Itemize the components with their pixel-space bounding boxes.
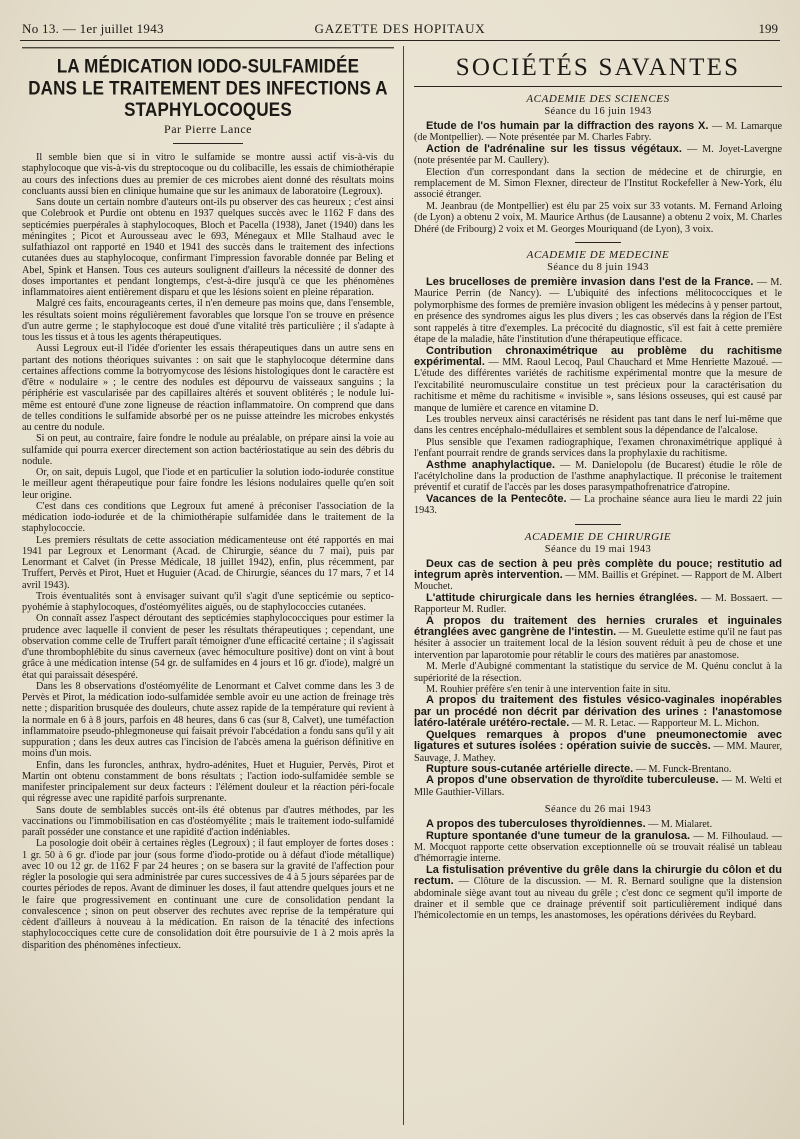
section-separator — [575, 242, 621, 243]
journal-title: GAZETTE DES HOPITAUX — [314, 21, 486, 36]
article-paragraph: Trois éventualités sont à envisager suivant qu'il s'agit d'une septicémie ou septico-pyohémie à staphylocoques, d'ostéomyélites aiguës, ou de staphylococcies cutanées. — [22, 590, 394, 613]
article-author: Par Pierre Lance — [164, 122, 252, 136]
article-paragraph: Les premiers résultats de cette association médicamenteuse ont été rapportés en mai 1941 par Legroux et Lenormant (Acad. de Chirurgie, séance du 7 mai), puis par Lenormant et Calvet (in Presse Médicale, 18 juillet 1942), enfin, plus récemment, par Truffert, Pervès et Pirot, Huet et Huguier (Acad. de Chirurgie, séances du 17 mars, 7 et 14 avril 1943). — [22, 534, 394, 591]
communication-item: A propos des tuberculoses thyroïdiennes. — M. Mialaret. — [426, 818, 713, 831]
author-rule — [173, 143, 243, 144]
communication-item: Plus sensible que l'examen radiographique, l'examen chronaximétrique appliqué à l'enfant pourrait rendre de grands services dans la prophylaxie du rachitisme. — [414, 436, 782, 460]
communication-item: Les troubles nerveux ainsi caractérisés ne résident pas tant dans le nerf lui-même que dans les centres encéphalo-médullaires et semblent sous la dépendance de l'alcalose. — [414, 413, 782, 437]
left-column — [22, 46, 394, 951]
seance-date: Séance du 26 mai 1943 — [544, 804, 652, 816]
article-title-line-2: DANS LE TRAITEMENT DES INFECTIONS A STAPHYLOCOQUES — [28, 77, 388, 121]
article-paragraph: Dans les 8 observations d'ostéomyélite de Lenormant et Calvet comme dans les 3 de Pervès et Pirot, la médication iodo-sulfamidée semble avoir eu une action de freinage très nette ; disparition brusquée des douleurs, chute assez rapide de la température qui revient à la normale en 6 à 8 jours, parfois en 48 heures, dans 6 cas (sur 8, Calvet), une tuméfaction inflammatoire pseudo-phlegmoneuse qui faisait prévoir l'abcédation a fondu sans qu'il y ait suppuration ; dans les deux autres cas l'incision de l'abcès amena la guérison définitive en moins d'un mois. — [22, 680, 394, 760]
communication-item: M. Merle d'Aubigné commentant la statistique du service de M. Quénu conclut à la supériorité de la résection. — [414, 661, 782, 684]
communication-item: Rupture spontanée d'une tumeur de la granulosa. — M. Filhoulaud. — M. Mocquot rapporte cette observation exceptionnelle où se trouvait réalisé un tableau d'hémorragie interne. — [414, 829, 782, 865]
academy-name: ACADEMIE DES SCIENCES — [526, 93, 670, 105]
article-paragraph: C'est dans ces conditions que Legroux fut amené à préconiser l'association de la médication iodo-iodurée et de la chimiothérapie sulfamidée dans le traitement de la staphylococcie. — [22, 500, 394, 535]
column-divider — [403, 46, 404, 1125]
academie-medecine-section — [414, 249, 782, 517]
article-paragraph: Aussi Legroux eut-il l'idée d'orienter les essais thérapeutiques dans un autre sens en partant des notions théoriques suivantes : on sait que le staphylocoque détermine dans certaines affections comme la botryomycose des lésions histologiques dont le caractère est d'être « nodulaire » ; le centre des nodules est dépourvu de vaisseaux sanguins ; la périphérie est vascularisée par des capillaires altérés et souvent oblitérés ; le nodule lui-même est entouré d'une zone ligneuse de réaction inflammatoire. On comprend que dans de telles conditions le sulfamide absorbé per os ne puisse atteindre les microbes enkystés au centre du nodule. — [22, 343, 394, 433]
article-paragraph: Sans doute de semblables succès ont-ils été obtenus par d'autres méthodes, par les vaccinations ou l'immobilisation en cas d'ostéomyélite ; mais le traitement iodo-sulfamidé paraît posséder une constance et une rapidité d'action indéniables. — [22, 804, 394, 838]
communication-item: Etude de l'os humain par la diffraction des rayons X. — M. Lamarque (de Montpellier). — Note présentée par M. Charles Fabry. — [414, 120, 782, 144]
seance-date: Séance du 8 juin 1943 — [547, 262, 649, 274]
academy-name: ACADEMIE DE CHIRURGIE — [524, 530, 672, 543]
right-column — [414, 46, 782, 922]
communication-item: M. Rouhier préfère s'en tenir à une intervention faite in situ. — [426, 684, 671, 696]
societes-heading: SOCIÉTÉS SAVANTES — [414, 54, 782, 87]
article-paragraph: Enfin, dans les furoncles, anthrax, hydro-adénites, Huet et Huguier, Pervès, Pirot et Martin ont obtenu constamment de bons résultats ; l'action iodo-sulfamidée semble se manifester principalement sur deux facteurs : l'élément douleur et la réaction péri-focale qui régresse avec une rapidité parfois surprenante. — [22, 759, 394, 805]
article-paragraph: Or, on sait, depuis Lugol, que l'iode et en particulier la solution iodo-iodurée constitue le meilleur agent thérapeutique pour faire fondre les lésions nodulaires quelle qu'en soit leur origine. — [22, 467, 394, 501]
article-paragraph: Il semble bien que si in vitro le sulfamide se montre aussi actif vis-à-vis du staphylocoque que vis-à-vis du streptocoque ou du colibacille, les essais de chimiothérapie au cours des infections dues au premier de ces microbes aient donné des résultats moins concluants aussi bien en clinique humaine que sur les animaux de laboratoire (Legroux). — [22, 152, 394, 197]
communication-item: L'attitude chirurgicale dans les hernies étranglées. — M. Bossaert. — Rapporteur M. Rudler. — [414, 591, 782, 616]
article-title-line-1: LA MÉDICATION IODO-SULFAMIDÉE — [56, 55, 360, 78]
seance-26-mai-section — [414, 804, 782, 922]
article-paragraph: Malgré ces faits, encourageants certes, il n'en demeure pas moins que, dans l'ensemble, les résultats soient moins régulièrement favorables que lorsque l'on se trouve en présence d'un autre germe ; le staphylocoque est doué d'une vitalité très particulière ; il s'adapte à tous les tissus et à tous les agents thérapeutiques. — [22, 298, 394, 343]
page-number: 199 — [758, 21, 778, 36]
seance-date: Séance du 19 mai 1943 — [544, 543, 652, 555]
seance-date: Séance du 16 juin 1943 — [544, 106, 652, 117]
communication-item: Rupture sous-cutanée artérielle directe. — M. Funck-Brentano. — [426, 762, 732, 775]
communication-item: M. Jeanbrau (de Montpellier) est élu par 25 voix sur 33 votants. M. Fernand Arloing (de Lyon) a obtenu 2 voix, M. Maurice Arthus (de Lausanne) a obtenu 2 voix, M. Charles Dhéré (de Fribourg) 2 voix et M. Georges Mouriquand (de Lyon), 3 voix. — [414, 200, 782, 235]
article-paragraph: Sans doute un certain nombre d'auteurs ont-ils pu observer des cas heureux ; c'est ainsi que Colebrook et Purdie ont obtenu en 1937 quelques succès avec le 1162 F dans des septicémies puerpérales à staphylocoques, Bloch et Pacella (1938), Janet (1940) dans les méningites ; Picot et Aurousseau avec le 693, Ménegaux et Mlle Stalhaud avec le sulfathiazol ont rapporté en 1940 et 1941 des succès dans le traitement des infections cutanées dues au staphylocoque, confirmant l'impression favorable donnée par Beling et Abel, Spink et Hansen. Tous ces auteurs soulignent d'ailleurs la nécessité de donner des doses importantes et pendant longtemps, c'est-à-dire jusqu'à ce que les phénomènes inflammatoires aient entièrement disparu et que les lésions soient en pleine réparation. — [22, 197, 394, 298]
communication-item: La fistulisation préventive du grêle dans la chirurgie du côlon et du rectum. — Clôture de la discussion. — M. R. Bernard souligne que la distension abdominale siège avant tout au niveau du grêle ; c'est donc ce segment qu'il importe de drainer et il semble que ce drainage préventif soit particulièrement indiqué dans l'hémicolectomie en un temps, les anastomoses, les opérations dérivées du Reybard. — [414, 863, 782, 922]
communication-item: Contribution chronaximétrique au problème du rachitisme expérimental. — MM. Raoul Lecoq, Paul Chauchard et Mme Henriette Mazoué. — L'étude des différentes variétés de rachitisme expérimental montre que la mesure de l'excitabilité neuromusculaire constitue un test précieux pour la caractérisation du rachitisme et même du rachitisme « invisible », sans lésions osseuses, qui est causé par manque de lumière et carence en vitamine D. — [414, 344, 782, 414]
page-header — [22, 18, 778, 40]
communication-item: Deux cas de section à peu près complète du pouce; restitutio ad integrum après intervention. — MM. Baillis et Grépinet. — Rapport de M. Albert Mouchet. — [414, 557, 782, 593]
communication-item: Election d'un correspondant dans la section de médecine et de chirurgie, en remplacement de M. Simon Flexner, directeur de l'Institut Rockefeller à New-York, élu associé étranger. — [414, 166, 782, 201]
communication-item: Asthme anaphylactique. — M. Danielopolu (de Bucarest) étudie le rôle de l'acétylcholine dans la production de l'asthme anaphylactique. Il préconise le traitement préventif et curatif de l'accès par les doses parasympathofrenatrice d'atropine. — [414, 458, 782, 494]
communication-item: Action de l'adrénaline sur les tissus végétaux. — M. Joyet-Lavergne (note présentée par M. Caullery). — [414, 142, 782, 167]
article-paragraph: On connaît assez l'aspect déroutant des septicémies staphylococciques pour estimer la prudence avec laquelle il convient de peser les résultats thérapeutiques ; cependant, une observation comme celle de Truffert paraît témoigner d'une efficacité certaine ; il s'agissait d'une thrombophlébite du sinus caverneux (avec hémoculture positive) dont on vint à bout grâce à une médication intense (54 gr. de sulfamides en 4 jours et 16 gr. d'iode), malgré un état qui paraissait désespéré. — [22, 613, 394, 681]
article-paragraph: Si on peut, au contraire, faire fondre le nodule au préalable, on prépare ainsi la voie au sulfamide qui pourra exercer directement son action bactériostatique au sein des débris du nodule. — [22, 433, 394, 467]
issue-date: No 13. — 1er juillet 1943 — [22, 21, 164, 36]
communication-item: Quelques remarques à propos d'une pneumonectomie avec ligatures et sutures isolées : opération suivie de succès. — MM. Maurer, Sauvage, J. Mathey. — [414, 728, 782, 764]
academy-name: ACADEMIE DE MEDECINE — [526, 249, 670, 262]
academie-sciences-section — [414, 93, 782, 235]
communication-item: A propos d'une observation de thyroïdite tuberculeuse. — M. Welti et Mlle Gauthier-Villars. — [414, 774, 782, 798]
article-title — [22, 47, 394, 121]
header-rule — [20, 40, 780, 41]
academie-chirurgie-section — [414, 531, 782, 799]
communication-item: A propos du traitement des fistules vésico-vaginales inopérables par un procédé non décrit par dérivation des urines : l'anastomose latéro-latérale urétéro-rectale. — M. R. Letac. — Rapporteur M. L. Michon. — [414, 694, 782, 730]
article-paragraph: La posologie doit obéir à certaines règles (Legroux) ; il faut employer de fortes doses : 1 gr. 50 à 6 gr. d'iode par jour (sous forme d'iodo-protide ou à défaut d'iode métallique) avec 10 ou 12 gr. de 1162 F par 24 heures ; on se basera sur la gravité de l'affection pour régler la posologie qui sera administrée par cures successives de 4 à 5 jours séparées par de courtes périodes de repos. Avant de diminuer les doses, il faut attendre quelques jours et ne le faire que progressivement en continuant une cure de consolidation pendant la convalescence ; sinon on peut observer des rechutes avec reprise de la température qui cèdent d'ailleurs à nouveau à la médication. En raison de la ténacité des infections staphylococciques cette cure de consolidation doit être poursuivie de 1 à 2 mois après la disparition des phénomènes infectieux. — [22, 838, 394, 951]
communication-item: A propos du traitement des hernies crurales et inguinales étranglées avec gangrène de l'intestin. — M. Gueulette estime qu'il ne faut pas hésiter à associer un traitement local de la lésion souvent réduit à peu de chose et une intervention par laparotomie pour rétablir le cours des matières par anastomose. — [414, 614, 782, 661]
communication-item: Vacances de la Pentecôte. — La prochaine séance aura lieu le mardi 22 juin 1943. — [414, 492, 782, 517]
communication-item: Les brucelloses de première invasion dans l'est de la France. — M. Maurice Perrin (de Nancy). — L'ubiquité des infections mélitococciques et le polymorphisme des formes de première invasion obligent les médecins à y penser partout, en présence des syndromes aigus les plus divers ; les cas observés dans la région de l'Est sont rappelés à titre d'exemples. La précocité du diagnostic, s'il est fait à cette première étape de la maladie, hâte l'institution d'une thérapeutique efficace. — [414, 276, 782, 346]
section-separator — [575, 524, 621, 525]
